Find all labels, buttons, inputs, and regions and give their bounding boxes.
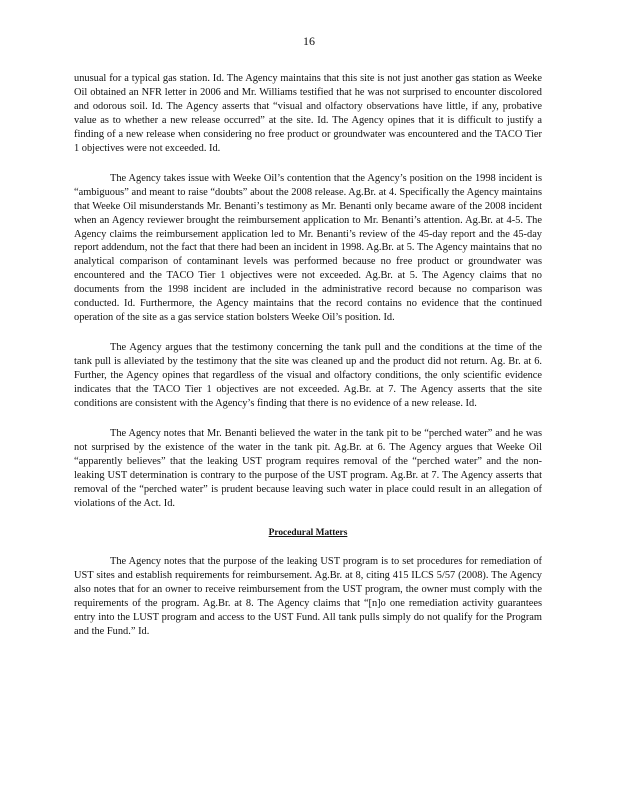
- section-heading: [74, 527, 542, 541]
- page-number: 16: [303, 34, 315, 48]
- section-heading-text: Procedural Matters: [268, 528, 348, 539]
- paragraph-3: The Agency argues that the testimony concerning the tank pull and the conditions at the time of the tank pull is alleviated by the testimony that the site was cleaned up and the product did not return. Ag. Br. at 6. Further, the Agency opines that regardless of the visual and olfactory conditions, the only scientific evidence indicates that the TACO Tier 1 objectives are not exceeded. Ag.Br. at 7. The Agency asserts that the site conditions are consistent with the Agency’s finding that there is no evidence of a new release. Id.: [74, 342, 542, 410]
- paragraph-1: unusual for a typical gas station. Id. The Agency maintains that this site is not just another gas station as Weeke Oil obtained an NFR letter in 2006 and Mr. Williams testified that he was not surprised to encounter discolored and odorous soil. Id. The Agency asserts that “visual and olfactory observations have little, if any, probative value as to whether a new release occurred” at the site. Id. The Agency opines that it is difficult to justify a finding of a new release when considering no free product or groundwater was encountered and the TACO Tier 1 objectives were not exceeded. Id.: [74, 73, 542, 154]
- paragraph-4: The Agency notes that Mr. Benanti believed the water in the tank pit to be “perched water” and he was not surprised by the existence of the water in the tank pit. Ag.Br. at 6. The Agency argues that Weeke Oil “apparently believes” that the leaking UST program requires removal of the “perched water” and the non-leaking UST determination is contrary to the purpose of the UST program. Ag.Br. at 7. The Agency asserts that removal of the “perched water” is prudent because leaving such water in place could result in an allegation of violations of the Act. Id.: [74, 428, 542, 509]
- paragraph-2: The Agency takes issue with Weeke Oil’s contention that the Agency’s position on the 1998 incident is “ambiguous” and meant to raise “doubts” about the 2008 release. Ag.Br. at 4. Specifically the Agency maintains that Weeke Oil misunderstands Mr. Benanti’s testimony as Mr. Benanti only became aware of the 2008 incident when an Agency reviewer brought the reimbursement application to Mr. Benanti’s attention. Ag.Br. at 4-5. The Agency claims the reimbursement application led to Mr. Benanti’s review of the 45-day report and the 45-day report addendum, not the fact that there had been an incident in 1998. Ag.Br. at 5. The Agency maintains that no analytical comparison of contaminant levels was performed because no free product or groundwater was encountered and the TACO Tier 1 objectives were not exceeded. Ag.Br. at 5. The Agency claims that no documents from the 1998 incident are included in the administrative record because no comparison was conducted. Id. Furthermore, the Agency maintains that the record contains no evidence that the continued operation of the site as a gas service station bolsters Weeke Oil’s position. Id.: [74, 172, 542, 323]
- paragraph-5: The Agency notes that the purpose of the leaking UST program is to set procedures for remediation of UST sites and establish requirements for reimbursement. Ag.Br. at 8, citing 415 ILCS 5/57 (2008). The Agency also notes that for an owner to receive reimbursement from the UST program, the owner must comply with the requirements of the program. Ag.Br. at 8. The Agency claims that “[n]o one remediation activity guarantees entry into the LUST program and access to the UST Fund. All tank pulls simply do not qualify for the Program and the Fund.” Id.: [74, 556, 542, 637]
- document-body: [74, 72, 542, 655]
